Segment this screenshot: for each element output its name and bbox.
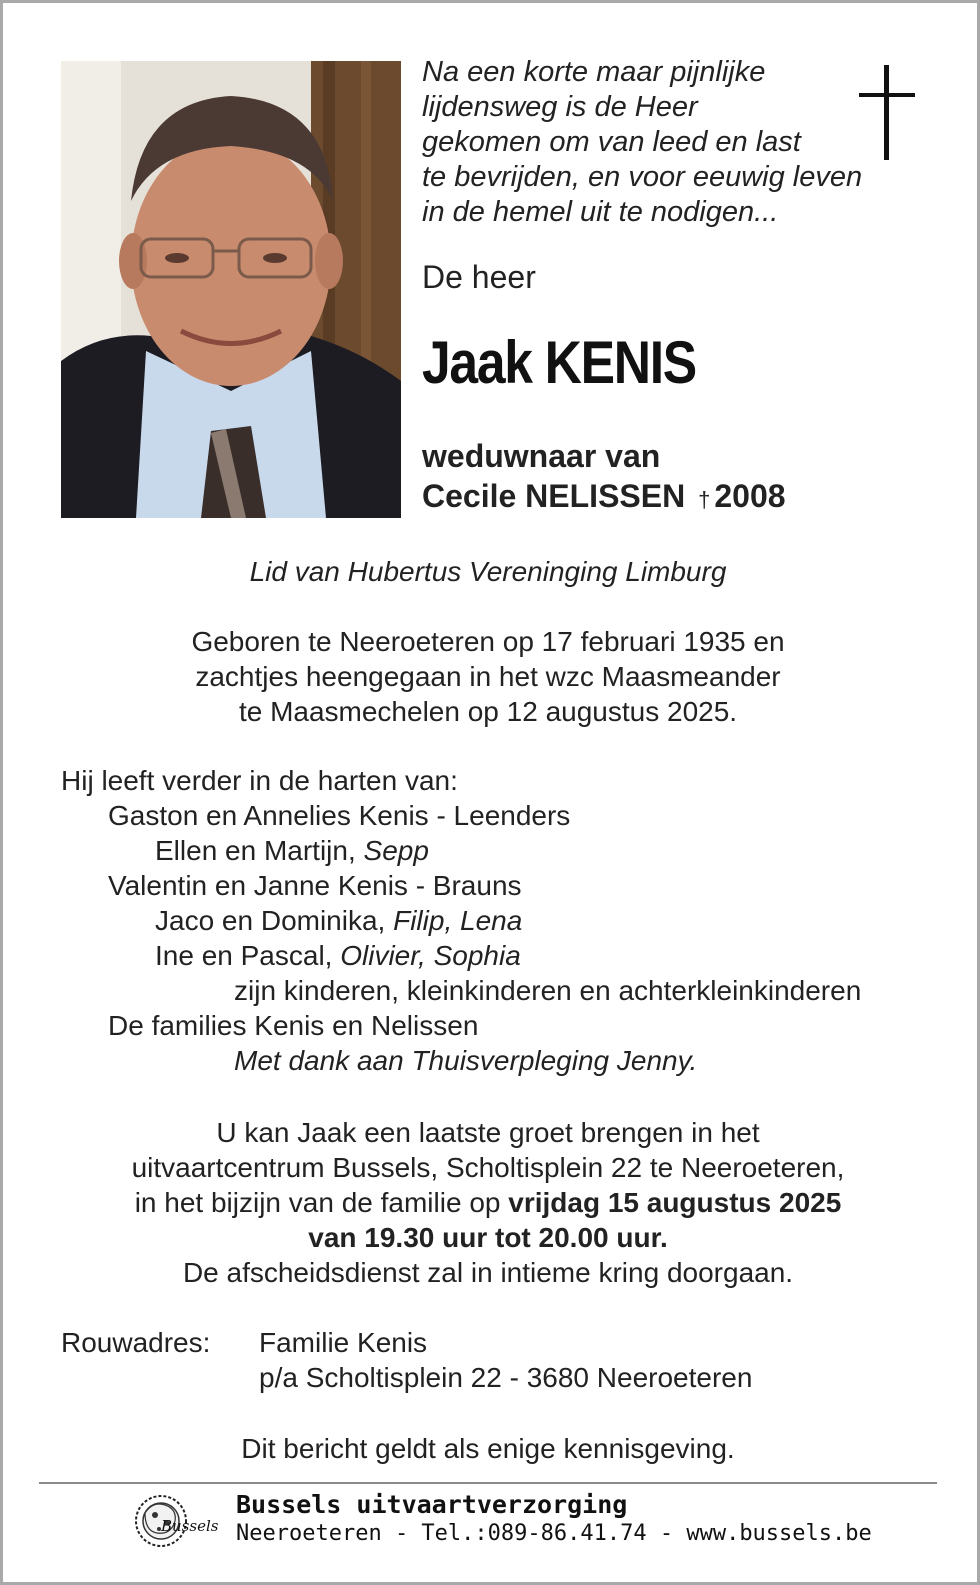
birth-death-paragraph xyxy=(3,624,973,729)
birth-line: zachtjes heengegaan in het wzc Maasmeander xyxy=(195,661,781,692)
visit-line: uitvaartcentrum Bussels, Scholtisplein 22 te Neeroeteren, xyxy=(131,1152,845,1183)
company-info: Neeroeteren - Tel.:089-86.41.74 - www.bussels.be xyxy=(236,1521,872,1546)
portrait-photo xyxy=(61,61,401,518)
membership-line: Lid van Hubertus Vereninging Limburg xyxy=(249,556,727,587)
notice-line: Dit bericht geldt als enige kennisgeving. xyxy=(241,1433,735,1464)
family-member: Gaston en Annelies Kenis - Leenders xyxy=(108,800,571,831)
quote-line: lijdensweg is de Heer xyxy=(422,91,698,123)
family-names: De families Kenis en Nelissen xyxy=(108,1010,479,1041)
visit-line xyxy=(3,1185,973,1220)
honorific: De heer xyxy=(422,259,536,295)
address-line: p/a Scholtisplein 22 - 3680 Neeroeteren xyxy=(259,1362,753,1393)
quote-line: gekomen om van leed en last xyxy=(422,126,801,158)
family-member-parents: Jaco en Dominika, xyxy=(155,905,394,936)
deceased-name: Jaak KENIS xyxy=(422,329,696,396)
spouse-name: Cecile NELISSEN xyxy=(422,478,686,514)
family-member xyxy=(61,833,951,868)
family-member-parents: Ine en Pascal, xyxy=(155,940,341,971)
opening-quote xyxy=(422,55,902,230)
spouse-death-year: 2008 xyxy=(714,478,786,514)
logo-text: Bussels xyxy=(161,1517,219,1535)
visit-line: De afscheidsdienst zal in intieme kring doorgaan. xyxy=(182,1257,794,1288)
family-member-children: Olivier, Sophia xyxy=(340,940,521,971)
address-line: Familie Kenis xyxy=(259,1327,428,1358)
birth-line: Geboren te Neeroeteren op 17 februari 1935 en xyxy=(191,626,785,657)
family-member: Valentin en Janne Kenis - Brauns xyxy=(108,870,522,901)
dagger-icon: † xyxy=(698,487,711,512)
visit-prefix: in het bijzijn van de familie op xyxy=(134,1187,509,1218)
family-relation: zijn kinderen, kleinkinderen en achterkleinkinderen xyxy=(234,975,862,1006)
quote-line: te bevrijden, en voor eeuwig leven xyxy=(422,161,863,193)
visitation-paragraph xyxy=(3,1115,973,1290)
thanks-line: Met dank aan Thuisverpleging Jenny. xyxy=(234,1045,698,1076)
family-list xyxy=(61,763,951,1078)
bussels-logo xyxy=(131,1491,223,1549)
visit-time: van 19.30 uur tot 20.00 uur. xyxy=(308,1222,668,1253)
family-member-children: Sepp xyxy=(363,835,429,866)
address-value xyxy=(259,1325,752,1395)
spouse-line xyxy=(422,476,786,520)
family-member-parents: Ellen en Martijn, xyxy=(155,835,364,866)
quote-line: Na een korte maar pijnlijke xyxy=(422,56,766,88)
family-member-children: Filip, Lena xyxy=(393,905,523,936)
family-member xyxy=(61,938,951,973)
birth-line: te Maasmechelen op 12 augustus 2025. xyxy=(238,696,738,727)
company-name: Bussels uitvaartverzorging xyxy=(236,1490,628,1519)
visit-line: U kan Jaak een laatste groet brengen in het xyxy=(216,1117,760,1148)
funeral-company xyxy=(236,1490,872,1548)
family-member xyxy=(61,903,951,938)
address-label: Rouwadres: xyxy=(61,1327,211,1358)
widower-label: weduwnaar van xyxy=(422,438,661,474)
family-intro: Hij leeft verder in de harten van: xyxy=(61,765,458,796)
footer-divider xyxy=(39,1482,937,1484)
widower-info xyxy=(422,436,786,520)
quote-line: in de hemel uit te nodigen... xyxy=(422,196,779,228)
visit-date: vrijdag 15 augustus 2025 xyxy=(508,1187,842,1218)
